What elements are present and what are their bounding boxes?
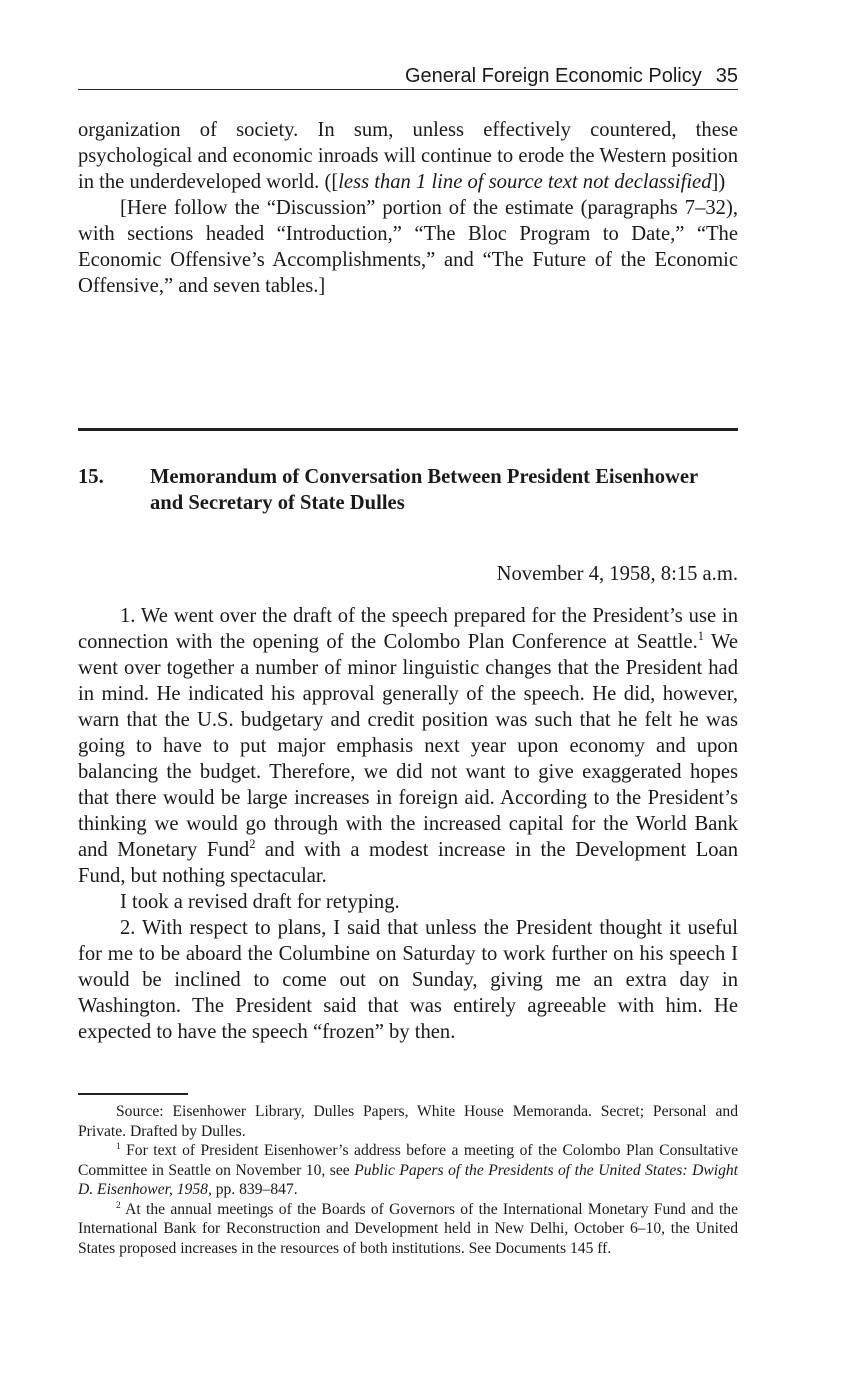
continuation-paragraph: organization of society. In sum, unless effectively countered, these psychological and economic inroads will continue to erode the Western position in the underdeveloped world. ([less than 1 line of source text not declassified]) (78, 119, 738, 193)
editorial-note: [Here follow the “Discussion” portion of the estimate (paragraphs 7–32), with sections headed “Introduction,” “The Bloc Program to Date,” “The Economic Offensive’s Accomplishments,” and “The Future of the Economic Offensive,” and seven tables.] (78, 197, 738, 297)
not-declassified-note: less than 1 line of source text not declassified (338, 171, 712, 193)
dateline: November 4, 1958, 8:15 a.m. (496, 563, 738, 585)
continuation-text (78, 117, 738, 299)
running-header (78, 62, 738, 90)
memorandum-body (78, 603, 738, 1045)
header-rule (78, 89, 738, 90)
running-title: General Foreign Economic Policy (404, 65, 702, 87)
footnote-1: $^1$ For text of President Eisenhower’s address before a meeting of the Colombo Plan Consultative Committee in Seattle on November 10, see Public Papers of the Presidents of the United States: Dwight D. Eisenhower, 1958, pp. 839–847. (78, 1141, 738, 1198)
footnote-ref-1: 1 (697, 629, 704, 644)
document-title: Memorandum of Conversation Between President Eisenhower and Secretary of State Dulles (150, 466, 698, 514)
footnote-ref-2: 2 (249, 837, 256, 852)
footnote-rule (78, 1093, 188, 1095)
paragraph-1: 1. We went over the draft of the speech prepared for the President’s use in connection with the opening of the Colombo Plan Conference at Seattle.$^1$ We went over together a number of minor linguistic changes that the President had in mind. He indicated his approval generally of the speech. He did, however, warn that the U.S. budgetary and credit position was such that he felt he was going to have to put major emphasis next year upon economy and upon balancing the budget. Therefore, we did not want to give exaggerated hopes that there would be large increases in foreign aid. According to the President’s thinking we would go through with the increased capital for the World Bank and Monetary Fund$^2$ and with a modest increase in the Development Loan Fund, but nothing spectacular. (78, 605, 739, 887)
source-note: Source: Eisenhower Library, Dulles Papers, White House Memoranda. Secret; Personal and Private. Drafted by Dulles. (78, 1103, 738, 1140)
section-separator (78, 428, 738, 431)
document-number: 15. (78, 466, 104, 488)
footnote-2: $^2$ At the annual meetings of the Boards of Governors of the International Monetary Fund and the International Bank for Reconstruction and Development held in New Delhi, October 6–10, the United States proposed increases in the resources of both institutions. See Documents 145 ff. (78, 1200, 738, 1257)
footnotes (78, 1102, 738, 1258)
page-number: 35 (715, 65, 738, 87)
paragraph-retyping: I took a revised draft for retyping. (120, 891, 400, 913)
paragraph-2: 2. With respect to plans, I said that unless the President thought it useful for me to be aboard the Columbine on Saturday to work further on his speech I would be inclined to come out on Sunday, giving me an extra day in Washington. The President said that was entirely agreeable with him. He expected to have the speech “frozen” by then. (78, 917, 738, 1043)
